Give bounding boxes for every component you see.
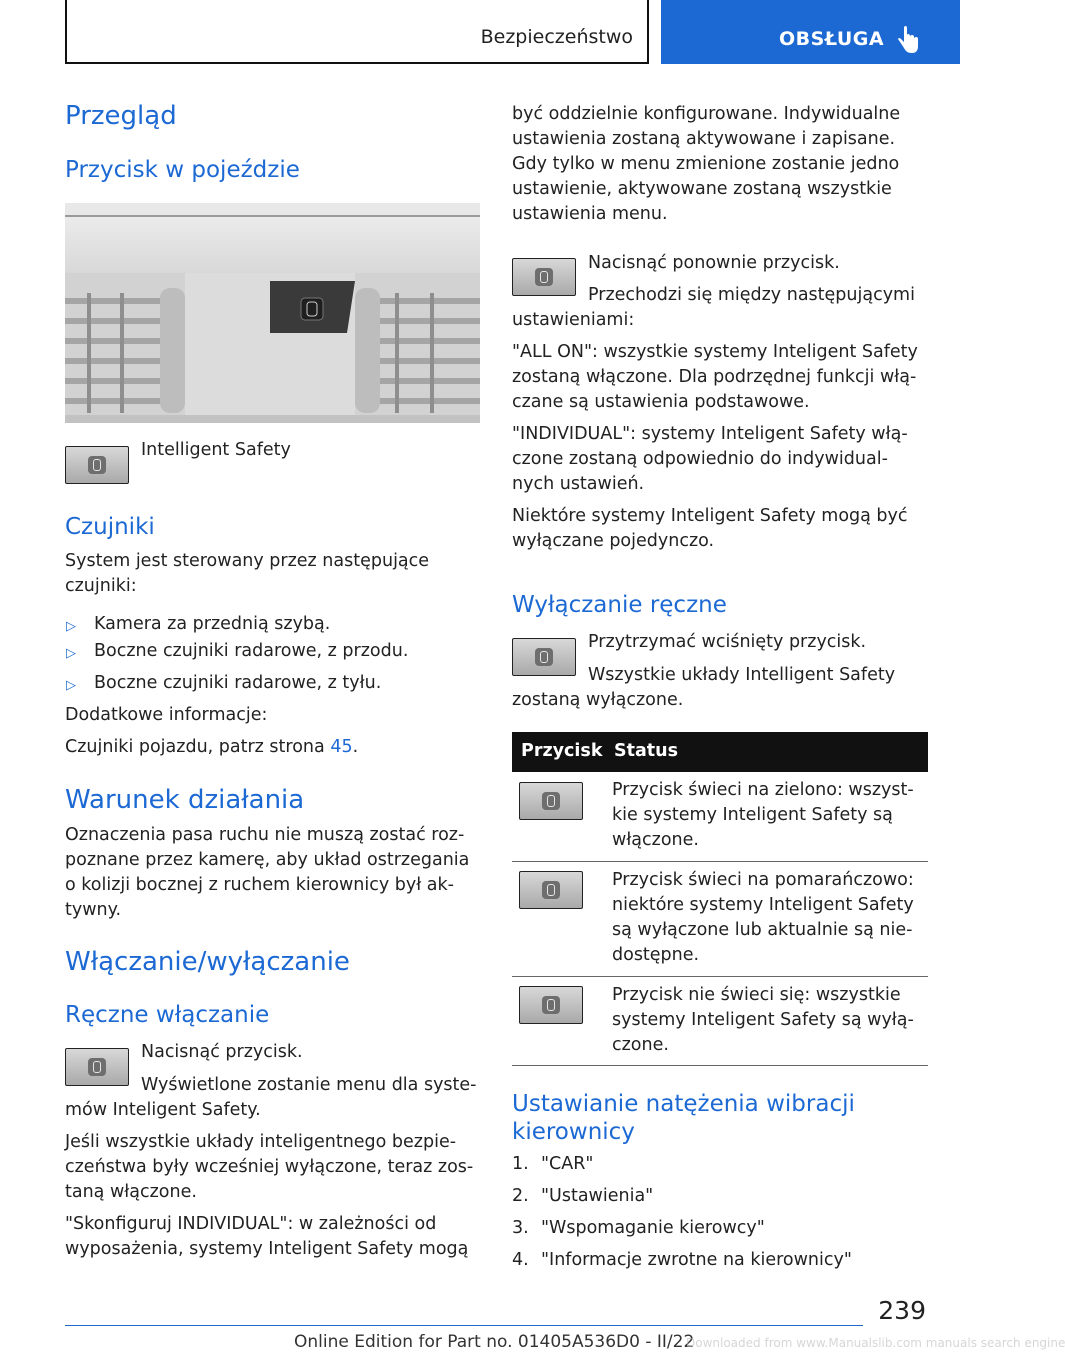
- watermark: Downloaded from www.Manualslib.com manuals search engine: [686, 1336, 1065, 1350]
- table-cell-line: dostępne.: [612, 945, 700, 965]
- table-row-divider: [512, 861, 928, 862]
- manual-off-heading: Wyłączanie ręczne: [512, 592, 727, 618]
- button-green-icon: [519, 782, 583, 820]
- header-section-title: Bezpieczeństwo: [480, 26, 633, 48]
- edition-footer: Online Edition for Part no. 01405A536D0 - II/22: [294, 1332, 695, 1352]
- manual-on-heading: Ręczne włączanie: [65, 1002, 270, 1028]
- onoff-paragraph-line: taną włączone.: [65, 1182, 197, 1202]
- step-number: 3.: [512, 1218, 529, 1238]
- right-paragraph-line: ustawienie, aktywowane zostaną wszystkie: [512, 179, 892, 199]
- reference-end: .: [352, 737, 359, 757]
- reference-page-link[interactable]: 45: [330, 737, 353, 757]
- intelligent-safety-button-icon: [512, 258, 576, 296]
- condition-line: o kolizji bocznej z ruchem kierownicy był ak-: [65, 875, 454, 895]
- right-paragraph-line: ustawienia menu.: [512, 204, 668, 224]
- sensor-list-item: Kamera za przednią szybą.: [94, 614, 331, 634]
- condition-line: poznane przez kamerę, aby układ ostrzegania: [65, 850, 470, 870]
- step-text: "Informacje zwrotne na kierownicy": [541, 1250, 852, 1270]
- bullet-triangle-icon: ▷: [66, 619, 76, 634]
- intelligent-safety-button-icon: [65, 446, 129, 484]
- right-paragraph-line: Gdy tylko w menu zmienione zostanie jedno: [512, 154, 900, 174]
- onoff-paragraph-line: "Skonfiguruj INDIVIDUAL": w zależności od: [65, 1214, 437, 1234]
- right-paragraph-line: ustawienia zostaną aktywowane i zapisane.: [512, 129, 896, 149]
- table-cell-line: włączone.: [612, 830, 699, 850]
- col-button-header: Przycisk: [521, 741, 603, 761]
- table-cell-line: czone.: [612, 1035, 669, 1055]
- allon-line: "ALL ON": wszystkie systemy Inteligent Safety: [512, 342, 918, 362]
- vehicle-button-photo: [65, 203, 480, 423]
- page-number: 239: [878, 1296, 926, 1325]
- cycles-line: ustawieniami:: [512, 310, 635, 330]
- manual-off-result-line: Wszystkie układy Intelligent Safety: [588, 665, 896, 685]
- some-systems-line: Niektóre systemy Inteligent Safety mogą być: [512, 506, 908, 526]
- condition-line: Oznaczenia pasa ruchu nie muszą zostać roz-: [65, 825, 465, 845]
- onoff-paragraph-line: wyposażenia, systemy Inteligent Safety mogą: [65, 1239, 469, 1259]
- press-again-step: Nacisnąć ponownie przycisk.: [588, 253, 840, 273]
- sensors-intro-line: czujniki:: [65, 576, 137, 596]
- table-cell-line: Przycisk nie świeci się: wszystkie: [612, 985, 901, 1005]
- step-number: 1.: [512, 1154, 529, 1174]
- button-caption: Intelligent Safety: [141, 440, 291, 460]
- step-number: 4.: [512, 1250, 529, 1270]
- onoff-paragraph-line: czeństwa były wcześniej wyłączone, teraz zos-: [65, 1157, 474, 1177]
- status-table-header: [512, 732, 928, 772]
- manual-off-result-line: zostaną wyłączone.: [512, 690, 684, 710]
- header-section-box: [65, 0, 649, 64]
- step-text: "Wspomaganie kierowcy": [541, 1218, 765, 1238]
- table-row-divider: [512, 1065, 928, 1066]
- onoff-paragraph-line: Jeśli wszystkie układy inteligentnego bezpie-: [65, 1132, 457, 1152]
- bullet-triangle-icon: ▷: [66, 678, 76, 693]
- sensor-list-item: Boczne czujniki radarowe, z przodu.: [94, 641, 409, 661]
- step-text: "Ustawienia": [541, 1186, 654, 1206]
- table-cell-line: niektóre systemy Inteligent Safety: [612, 895, 914, 915]
- allon-line: czane są ustawienia podstawowe.: [512, 392, 810, 412]
- table-cell-line: kie systemy Inteligent Safety są: [612, 805, 893, 825]
- individual-line: czone zostaną odpowiednio do indywidual-: [512, 449, 888, 469]
- reference-text: Czujniki pojazdu, patrz strona: [65, 737, 325, 757]
- button-orange-icon: [519, 871, 583, 909]
- col-status-header: Status: [614, 741, 679, 761]
- section-heading-button: Przycisk w pojeździe: [65, 157, 300, 183]
- onoff-paragraph-line: mów Inteligent Safety.: [65, 1100, 261, 1120]
- cycles-line: Przechodzi się między następującymi: [588, 285, 915, 305]
- sensors-intro-line: System jest sterowany przez następujące: [65, 551, 430, 571]
- hold-button-step: Przytrzymać wciśnięty przycisk.: [588, 632, 867, 652]
- individual-line: nych ustawień.: [512, 474, 645, 494]
- onoff-paragraph-line: Wyświetlone zostanie menu dla syste-: [141, 1075, 477, 1095]
- table-cell-line: systemy Inteligent Safety są wyłą-: [612, 1010, 914, 1030]
- onoff-heading: Włączanie/wyłączanie: [65, 947, 350, 977]
- hand-pointer-icon: [895, 26, 921, 56]
- allon-line: zostaną włączone. Dla podrzędnej funkcji włą-: [512, 367, 917, 387]
- sensors-reference: [65, 735, 358, 760]
- individual-line: "INDIVIDUAL": systemy Inteligent Safety włą-: [512, 424, 908, 444]
- step-text: "CAR": [541, 1154, 594, 1174]
- sensor-list-item: Boczne czujniki radarowe, z tyłu.: [94, 673, 382, 693]
- dashboard-vents-illustration: [65, 203, 480, 423]
- header-tab-label: OBSŁUGA: [779, 28, 885, 50]
- step-number: 2.: [512, 1186, 529, 1206]
- intelligent-safety-button-icon: [512, 638, 576, 676]
- header-tab[interactable]: [661, 0, 960, 64]
- more-info-label: Dodatkowe informacje:: [65, 705, 268, 725]
- sensors-heading: Czujniki: [65, 514, 155, 540]
- condition-heading: Warunek działania: [65, 785, 305, 815]
- bullet-triangle-icon: ▷: [66, 646, 76, 661]
- table-cell-line: Przycisk świeci na pomarańczowo:: [612, 870, 914, 890]
- vibration-heading: kierownicy: [512, 1119, 635, 1145]
- table-cell-line: Przycisk świeci na zielono: wszyst-: [612, 780, 914, 800]
- page-title: Przegląd: [65, 101, 177, 131]
- condition-line: tywny.: [65, 900, 122, 920]
- table-cell-line: są wyłączone lub aktualnie są nie-: [612, 920, 913, 940]
- table-row-divider: [512, 976, 928, 977]
- some-systems-line: wyłączane pojedynczo.: [512, 531, 715, 551]
- footer-rule: [65, 1325, 863, 1326]
- vibration-heading: Ustawianie natężenia wibracji: [512, 1091, 855, 1117]
- button-off-icon: [519, 986, 583, 1024]
- press-button-step: Nacisnąć przycisk.: [141, 1042, 303, 1062]
- right-paragraph-line: być oddzielnie konfigurowane. Indywidualne: [512, 104, 901, 124]
- intelligent-safety-button-icon: [65, 1048, 129, 1086]
